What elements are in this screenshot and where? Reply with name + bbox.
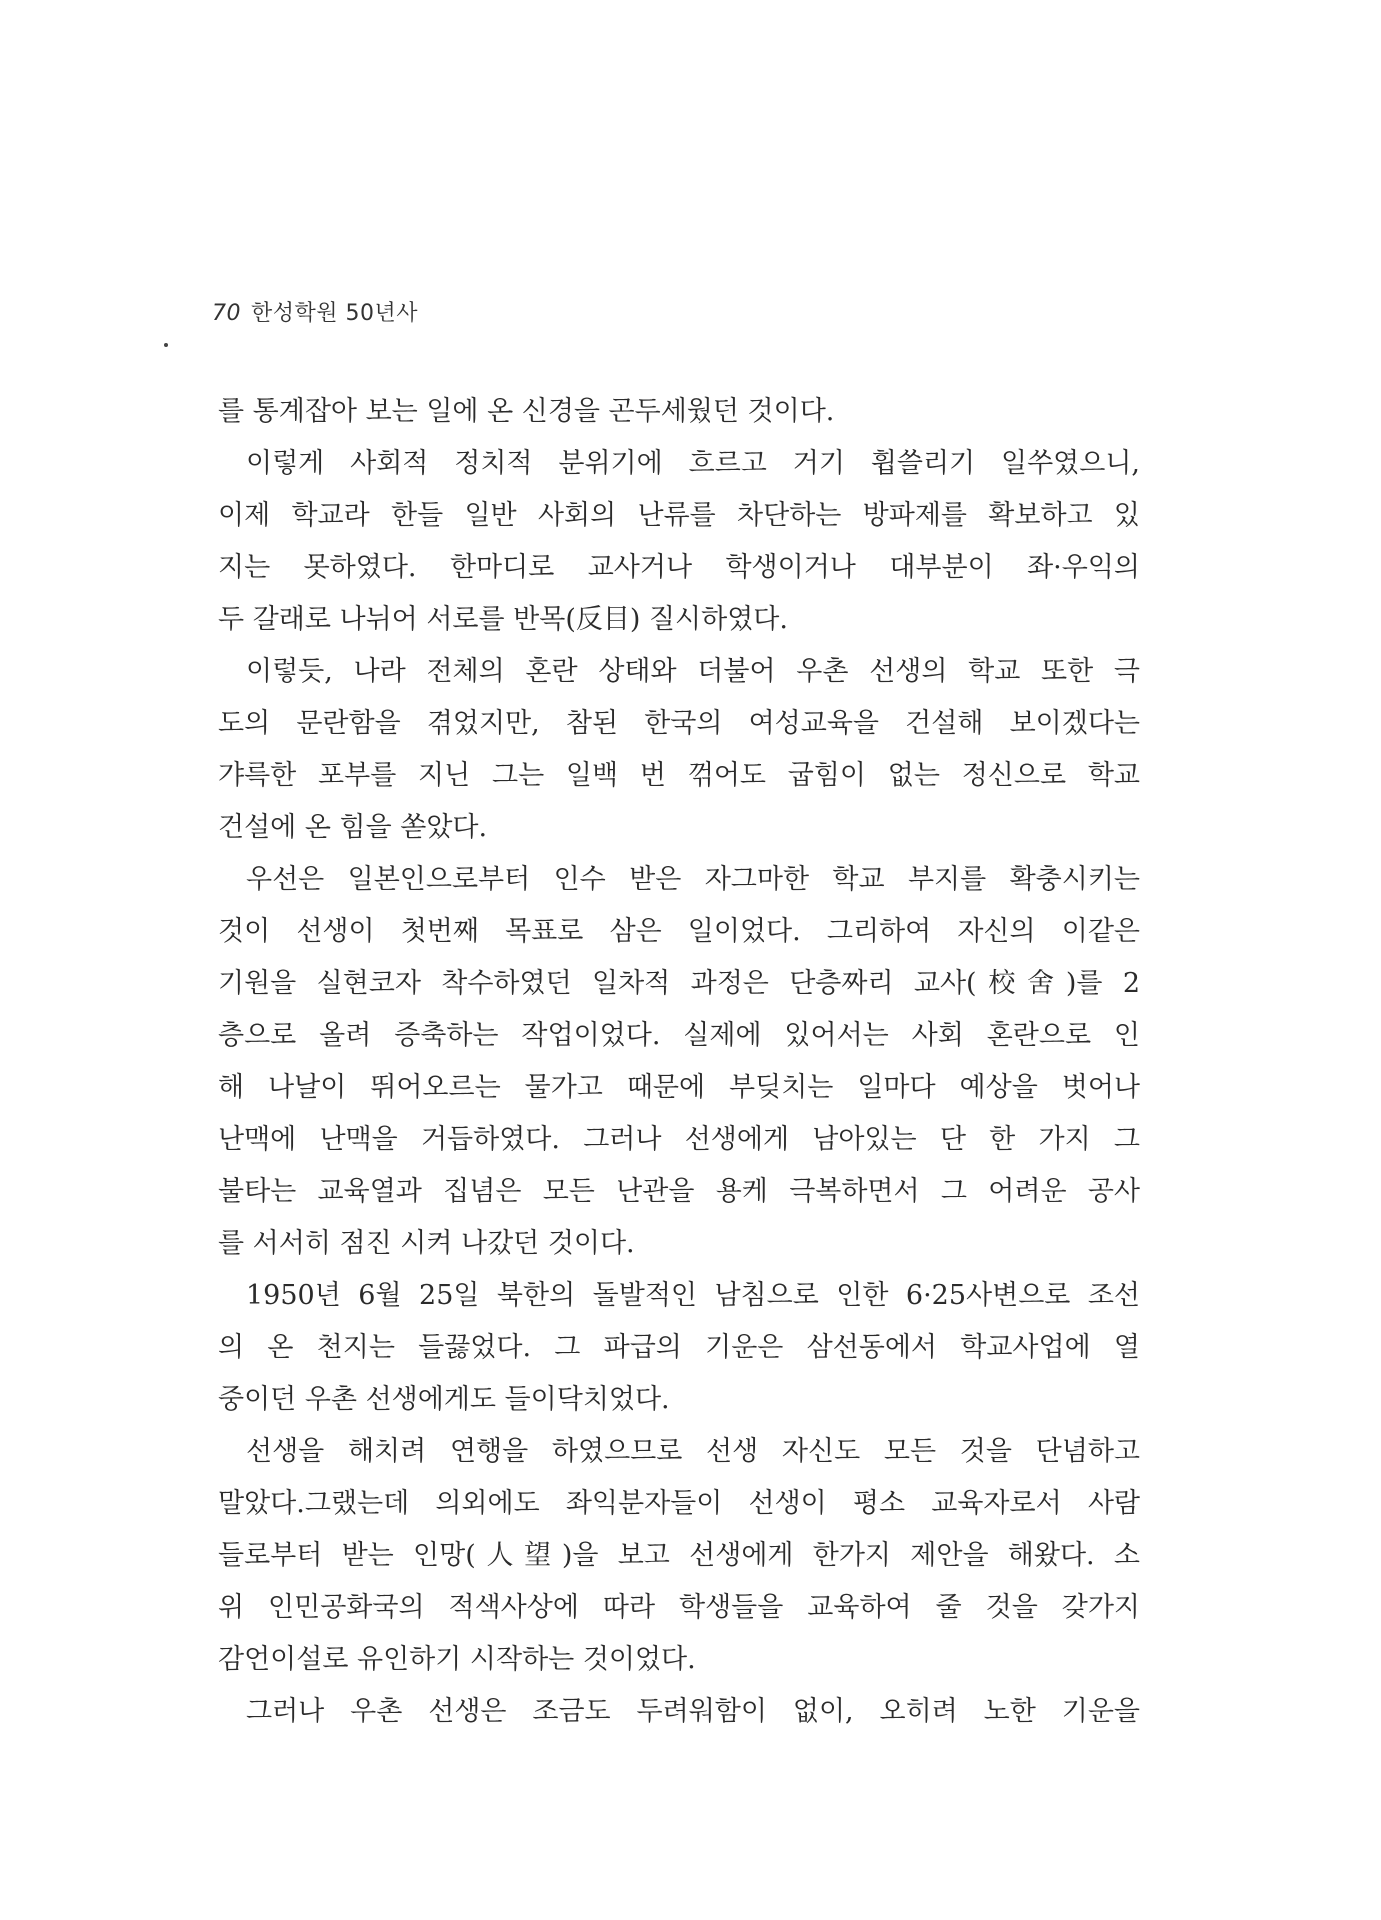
text-line: 도의 문란함을 겪었지만, 참된 한국의 여성교육을 건설해 보이겠다는 xyxy=(218,708,1140,739)
text-line: 의 온 천지는 들끓었다. 그 파급의 기운은 삼선동에서 학교사업에 열 xyxy=(218,1332,1140,1363)
book-title: 한성학원 50년사 xyxy=(251,301,418,326)
text-line: 말았다.그랬는데 의외에도 좌익분자들이 선생이 평소 교육자로서 사람 xyxy=(218,1488,1140,1519)
text-line: 감언이설로 유인하기 시작하는 것이었다. xyxy=(218,1644,696,1675)
text-line: 우선은 일본인으로부터 인수 받은 자그마한 학교 부지를 확충시키는 xyxy=(246,864,1140,895)
text-line: 불타는 교육열과 집념은 모든 난관을 용케 극복하면서 그 어려운 공사 xyxy=(218,1176,1140,1207)
text-line: 두 갈래로 나뉘어 서로를 반목(反目) 질시하였다. xyxy=(218,604,788,635)
text-line: 들로부터 받는 인망(人望)을 보고 선생에게 한가지 제안을 해왔다. 소 xyxy=(218,1540,1140,1571)
text-line: 중이던 우촌 선생에게도 들이닥치었다. xyxy=(218,1384,670,1415)
text-line: 를 통계잡아 보는 일에 온 신경을 곤두세웠던 것이다. xyxy=(218,396,835,427)
page-number: 70 xyxy=(212,301,241,326)
text-line: 이제 학교라 한들 일반 사회의 난류를 차단하는 방파제를 확보하고 있 xyxy=(218,500,1140,531)
body-text xyxy=(218,386,1140,1738)
text-line: 1950년 6월 25일 북한의 돌발적인 남침으로 인한 6·25사변으로 조선 xyxy=(246,1280,1140,1311)
text-line: 그러나 우촌 선생은 조금도 두려워함이 없이, 오히려 노한 기운을 xyxy=(246,1696,1140,1727)
text-line: 이렇듯, 나라 전체의 혼란 상태와 더불어 우촌 선생의 학교 또한 극 xyxy=(246,656,1140,687)
text-line: 난맥에 난맥을 거듭하였다. 그러나 선생에게 남아있는 단 한 가지 그 xyxy=(218,1124,1140,1155)
text-line: 지는 못하였다. 한마디로 교사거나 학생이거나 대부분이 좌·우익의 xyxy=(218,552,1140,583)
text-line: 건설에 온 힘을 쏟았다. xyxy=(218,812,488,843)
text-line: 층으로 올려 증축하는 작업이었다. 실제에 있어서는 사회 혼란으로 인 xyxy=(218,1020,1140,1051)
margin-dot xyxy=(164,343,168,347)
text-line: 해 나날이 뛰어오르는 물가고 때문에 부딪치는 일마다 예상을 벗어나 xyxy=(218,1072,1140,1103)
text-line: 선생을 해치려 연행을 하였으므로 선생 자신도 모든 것을 단념하고 xyxy=(246,1436,1140,1467)
text-line: 것이 선생이 첫번째 목표로 삼은 일이었다. 그리하여 자신의 이같은 xyxy=(218,916,1140,947)
text-line: 위 인민공화국의 적색사상에 따라 학생들을 교육하여 줄 것을 갖가지 xyxy=(218,1592,1140,1623)
running-head xyxy=(212,296,418,327)
text-line: 기원을 실현코자 착수하였던 일차적 과정은 단층짜리 교사(校舍)를 2 xyxy=(218,968,1140,999)
text-line: 갸륵한 포부를 지닌 그는 일백 번 꺾어도 굽힘이 없는 정신으로 학교 xyxy=(218,760,1140,791)
text-line: 를 서서히 점진 시켜 나갔던 것이다. xyxy=(218,1228,635,1259)
text-line: 이렇게 사회적 정치적 분위기에 흐르고 거기 휩쓸리기 일쑤였으니, xyxy=(246,448,1140,479)
